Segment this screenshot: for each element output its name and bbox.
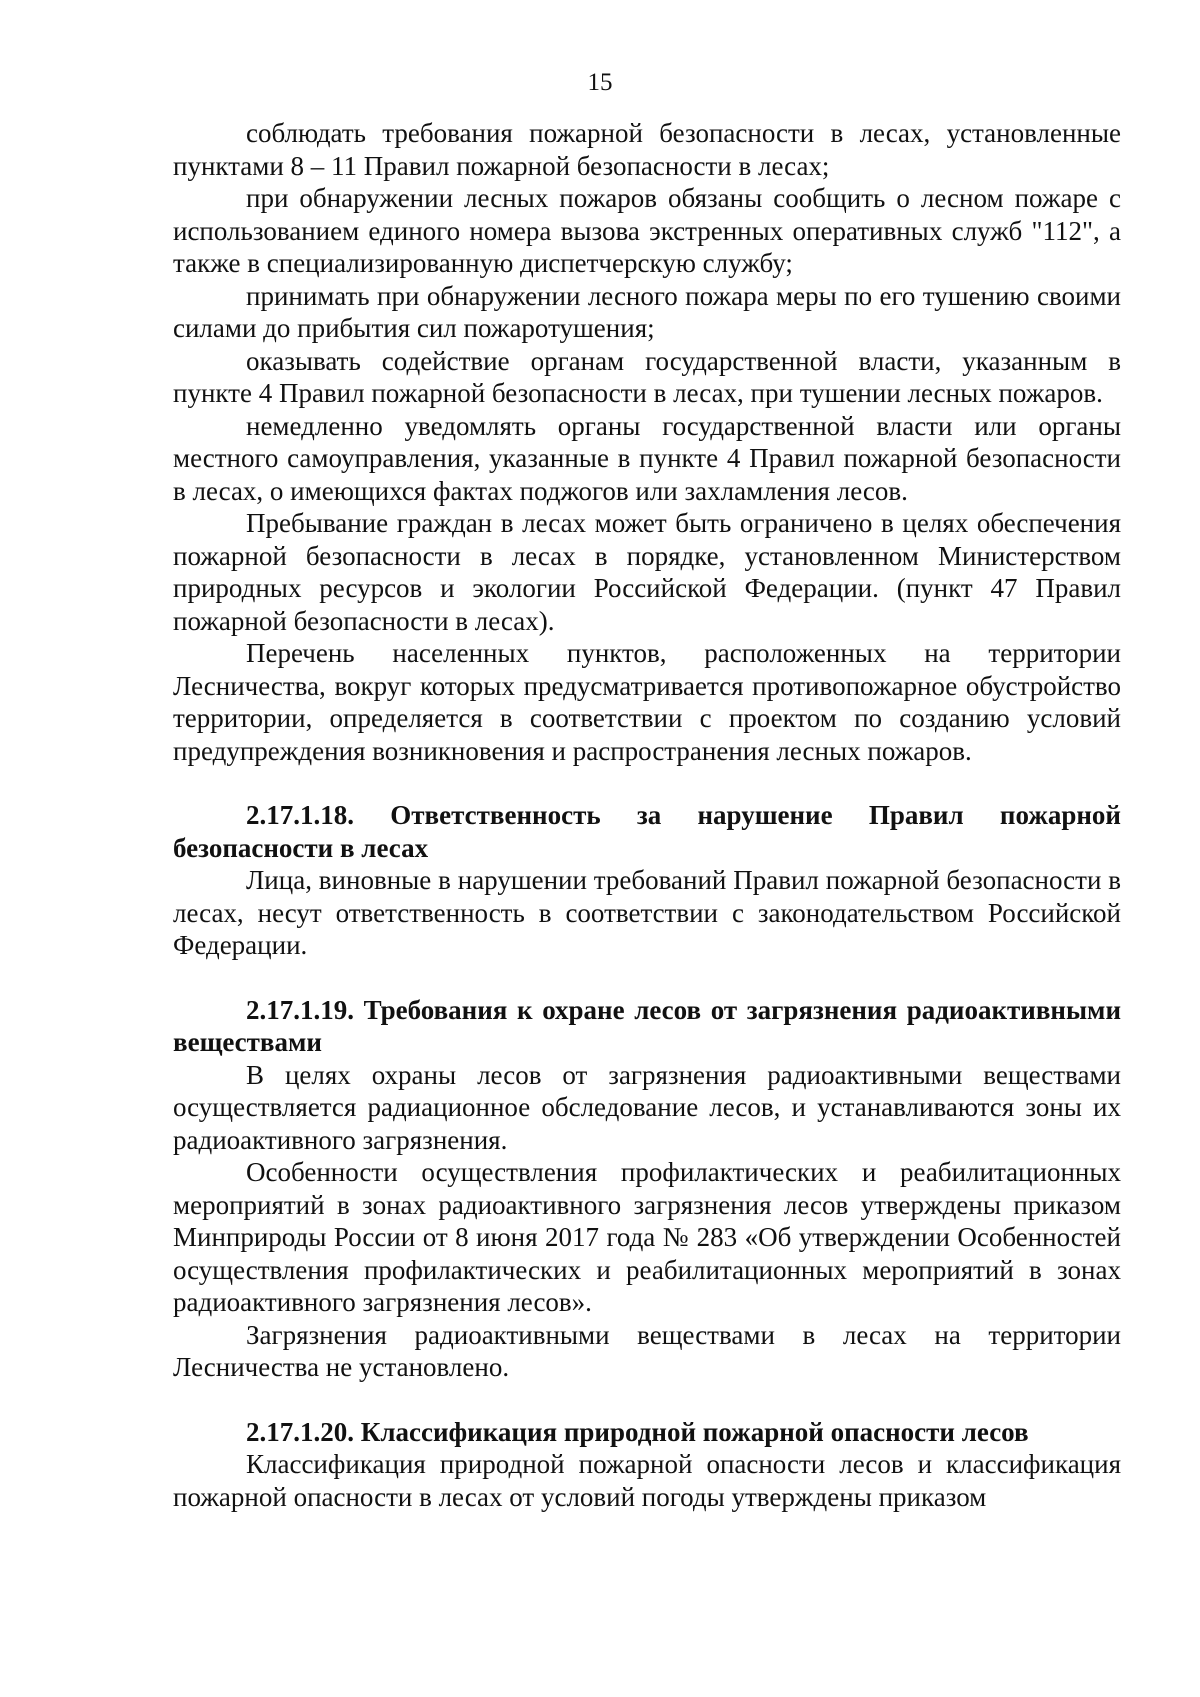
section-heading-fire-hazard-classification: 2.17.1.20. Классификация природной пожарной опасности лесов: [246, 1416, 1029, 1447]
paragraph-rehabilitation-order: Особенности осуществления профилактических и реабилитационных мероприятий в зонах радиоактивного загрязнения лесов утверждены приказом Минприроды России от 8 июня 2017 года № 283 «Об утверждении Особенностей осуществления профилактических и реабилитационных мероприятий в зонах радиоактивного загрязнения лесов».: [173, 1157, 1121, 1317]
section-spacer: [173, 962, 1121, 994]
page-number: 15: [587, 69, 613, 96]
paragraph-no-contamination: Загрязнения радиоактивными веществами в лесах на территории Лесничества не установлено.: [173, 1319, 1121, 1382]
paragraph-notify-authorities: немедленно уведомлять органы государственной власти или органы местного самоуправления, указанные в пункте 4 Правил пожарной безопасности в лесах, о имеющихся фактах поджогов или захламления лесов.: [173, 410, 1121, 506]
paragraph-report-fire: при обнаружении лесных пожаров обязаны сообщить о лесном пожаре с использованием единого номера вызова экстренных оперативных служб "112", а также в специализированную диспетчерскую службу;: [173, 183, 1121, 278]
paragraph-radiation-survey: В целях охраны лесов от загрязнения радиоактивными веществами осуществляется радиационное обследование лесов, и устанавливаются зоны их радиоактивного загрязнения.: [173, 1059, 1121, 1155]
section-spacer: [173, 1384, 1121, 1416]
section-heading-responsibility: 2.17.1.18. Ответственность за нарушение Правил пожарной безопасности в лесах: [173, 800, 1121, 863]
paragraph-fire-safety-requirements: соблюдать требования пожарной безопасности в лесах, установленные пунктами 8 – 11 Правил пожарной безопасности в лесах;: [173, 118, 1121, 181]
paragraph-classification-order: Классификация природной пожарной опасности лесов и классификация пожарной опасности в лесах от условий погоды утверждены приказом: [173, 1449, 1121, 1512]
section-spacer: [173, 767, 1121, 799]
paragraph-assist-authorities: оказывать содействие органам государственной власти, указанным в пункте 4 Правил пожарной безопасности в лесах, при тушении лесных пожаров.: [173, 345, 1121, 408]
paragraph-settlements-list: Перечень населенных пунктов, расположенных на территории Лесничества, вокруг которых предусматривается противопожарное обустройство территории, определяется в соответствии с проектом по созданию условий предупреждения возникновения и распространения лесных пожаров.: [173, 638, 1121, 766]
paragraph-stay-restriction: Пребывание граждан в лесах может быть ограничено в целях обеспечения пожарной безопасности в лесах в порядке, установленном Министерством природных ресурсов и экологии Российской Федерации. (пункт 47 Правил пожарной безопасности в лесах).: [173, 508, 1121, 636]
paragraph-extinguish-measures: принимать при обнаружении лесного пожара меры по его тушению своими силами до прибытия сил пожаротушения;: [173, 280, 1121, 343]
section-heading-radioactive: 2.17.1.19. Требования к охране лесов от загрязнения радиоактивными веществами: [173, 994, 1121, 1057]
paragraph-liability: Лица, виновные в нарушении требований Правил пожарной безопасности в лесах, несут ответственность в соответствии с законодательством Российской Федерации.: [173, 865, 1121, 960]
document-body: [173, 117, 1121, 1513]
